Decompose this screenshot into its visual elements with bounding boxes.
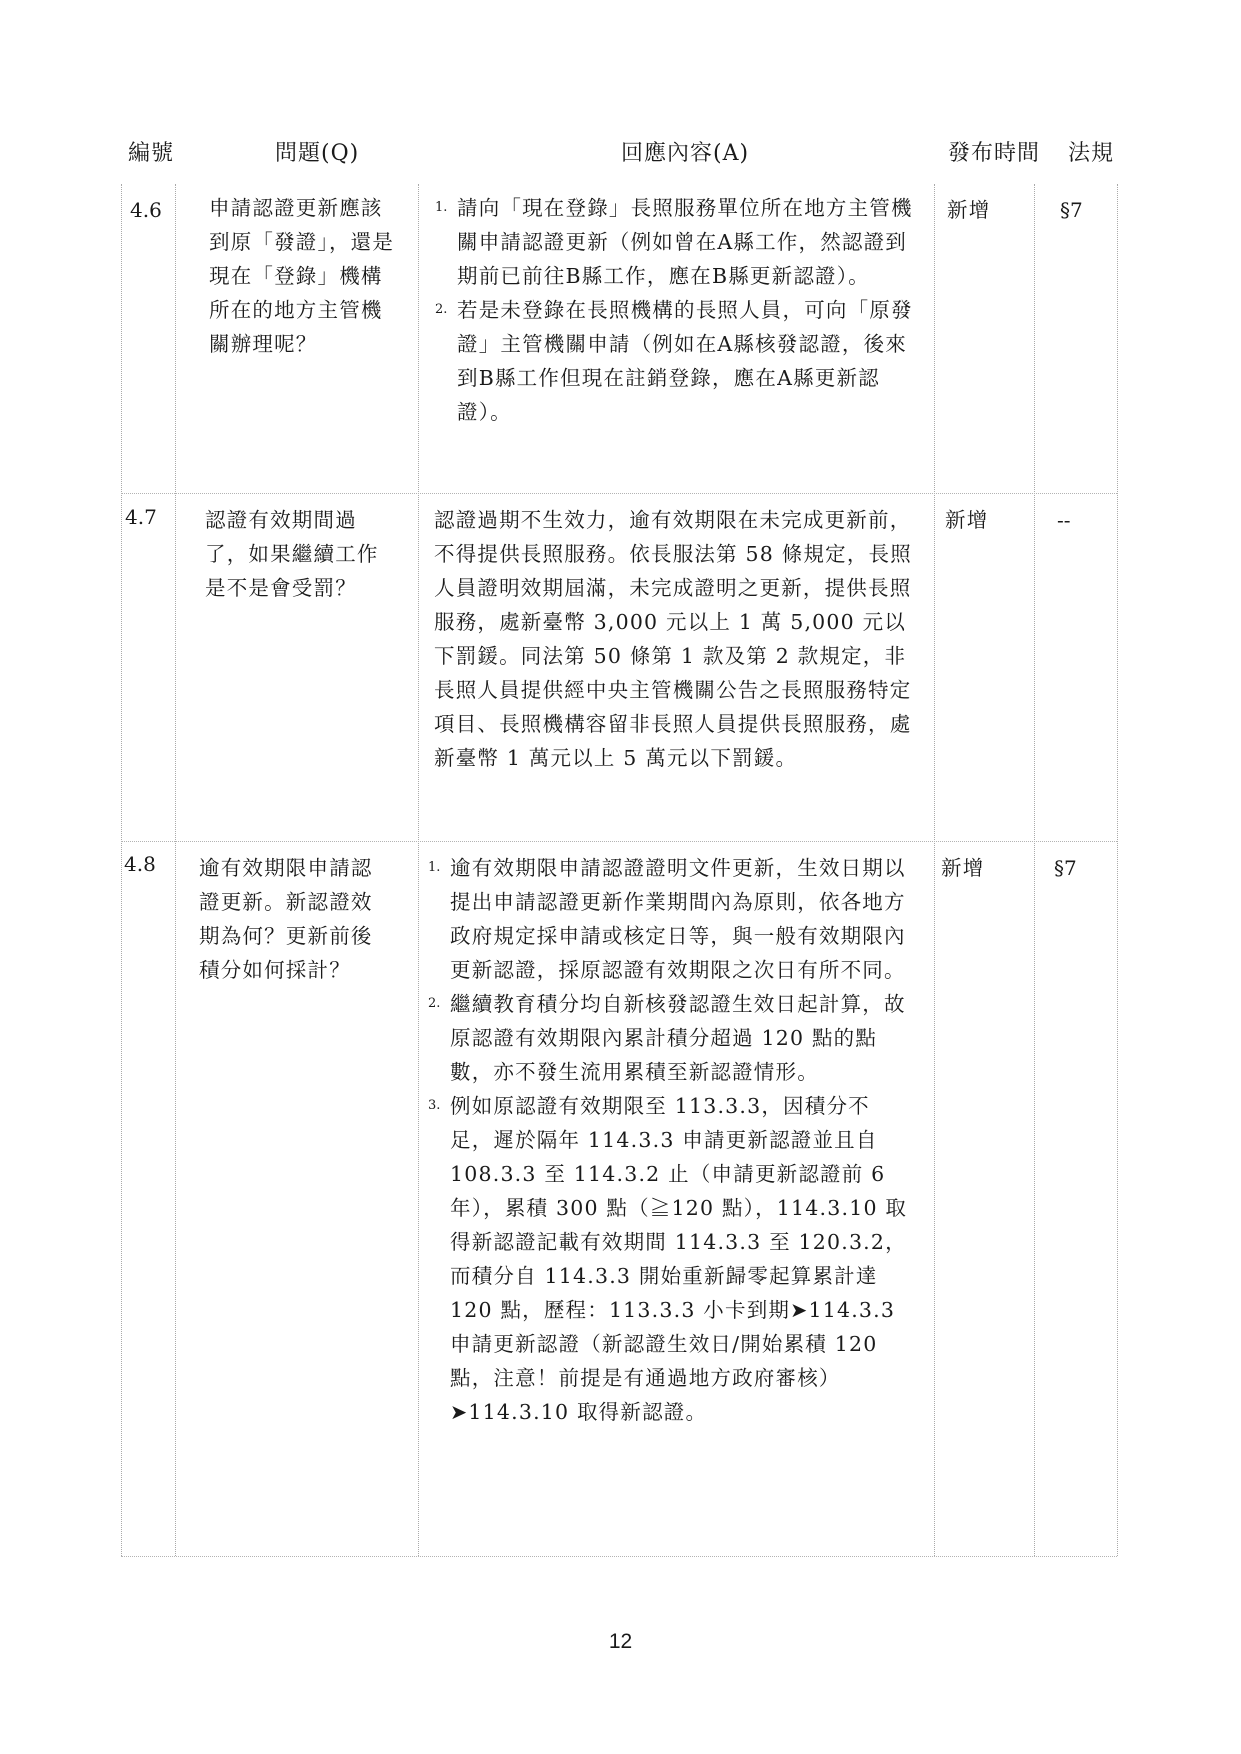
- grid-line: [1034, 184, 1035, 1556]
- row-number: 4.7: [125, 505, 157, 529]
- grid-line: [121, 184, 122, 1556]
- item-text: 若是未登錄在長照機構的長照人員，可向「原發證」主管機關申請（例如在A縣核發認證，後來到B縣工作但現在註銷登錄，應在A縣更新認證）。: [457, 298, 913, 424]
- answer-text: 認證過期不生效力，逾有效期限在未完成更新前，不得提供長照服務。依長服法第 58 條規定，長照人員證明效期屆滿，未完成證明之更新，提供長照服務，處新臺幣 3,000 元以上 1 萬 5,000 元以下罰鍰。同法第 50 條第 1 款及第 2 款規定，非長照人員提供經中央主管機關公告之長照服務特定項目、長照機構容留非長照人員提供長照服務，處新臺幣 1 萬元以上 5 萬元以下罰鍰。: [434, 508, 912, 770]
- answer-text: [435, 191, 915, 429]
- item-text: 請向「現在登錄」長照服務單位所在地方主管機關申請認證更新（例如曾在A縣工作，然認證到期前已前往B縣工作，應在B縣更新認證）。: [457, 196, 913, 288]
- row-number: 4.6: [130, 198, 162, 222]
- question-text: 認證有效期間過了，如果繼續工作是不是會受罰？: [205, 508, 379, 600]
- law-text: §7: [1060, 198, 1083, 222]
- grid-line: [121, 841, 1117, 842]
- item-marker: 1.: [435, 200, 448, 215]
- page-number: 12: [608, 1630, 633, 1653]
- answer-item: [428, 987, 908, 1089]
- answer-item: [435, 293, 915, 429]
- grid-line: [175, 184, 176, 1556]
- header-number: 編號: [128, 141, 175, 166]
- item-marker: 1.: [428, 860, 441, 875]
- grid-line: [418, 184, 419, 1556]
- date-text: 新增: [945, 508, 989, 532]
- grid-line: [121, 493, 1117, 494]
- item-text: 逾有效期限申請認證證明文件更新，生效日期以提出申請認證更新作業期間內為原則，依各地方政府規定採申請或核定日等，與一般有效期限內更新認證，採原認證有效期限之次日有所不同。: [450, 856, 906, 982]
- header-date: 發布時間: [948, 141, 1041, 166]
- answer-item: [428, 851, 908, 987]
- question-text: 逾有效期限申請認證更新。新認證效期為何？更新前後積分如何採計？: [199, 856, 373, 982]
- item-text: 例如原認證有效期限至 113.3.3，因積分不足，遲於隔年 114.3.3 申請更新認證並且自 108.3.3 至 114.3.2 止（申請更新認證前 6 年），累積 300 點（≧120 點），114.3.10 取得新認證記載有效期間 114.3.3 至 120.3.2，而積分自 114.3.3 開始重新歸零起算累計達 120 點，歷程：113.3.3 小卡到期➤114.3.3 申請更新認證（新認證生效日/開始累積 120 點，注意！前提是有通過地方政府審核）➤114.3.10 取得新認證。: [450, 1094, 908, 1424]
- grid-line: [1117, 184, 1118, 1556]
- grid-line: [934, 184, 935, 1556]
- answer-text: [428, 851, 908, 1429]
- grid-line: [121, 1556, 1117, 1557]
- header-question: 問題(Q): [275, 141, 360, 166]
- law-text: §7: [1054, 856, 1077, 880]
- answer-item: [428, 1089, 908, 1429]
- answer-item: [435, 191, 915, 293]
- date-text: 新增: [947, 198, 991, 222]
- item-text: 繼續教育積分均自新核發認證生效日起計算，故原認證有效期限內累計積分超過 120 點的點數，亦不發生流用累積至新認證情形。: [450, 992, 906, 1084]
- row-number: 4.8: [124, 852, 156, 876]
- item-marker: 2.: [435, 302, 448, 317]
- header-law: 法規: [1068, 141, 1115, 166]
- header-answer: 回應內容(A): [621, 141, 750, 166]
- item-marker: 3.: [428, 1098, 441, 1113]
- item-marker: 2.: [428, 996, 441, 1011]
- law-text: --: [1057, 508, 1071, 532]
- date-text: 新增: [941, 856, 985, 880]
- question-text: 申請認證更新應該到原「發證」，還是現在「登錄」機構所在的地方主管機關辦理呢？: [209, 196, 395, 356]
